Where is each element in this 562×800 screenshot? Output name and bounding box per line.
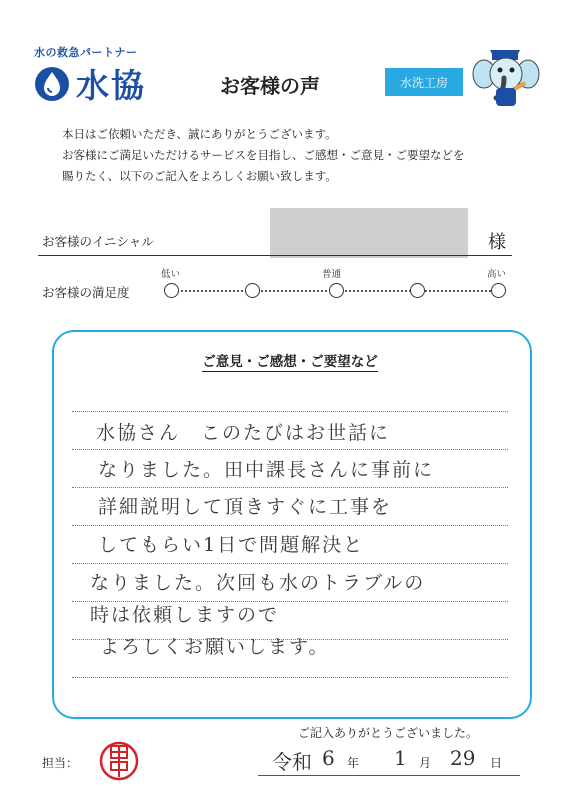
ruled-line [72,487,508,488]
elephant-mascot-icon [470,40,542,112]
satisfaction-option-3[interactable] [329,283,344,298]
comment-title [0,350,562,370]
brand-tagline: 水の救急パートナー [34,46,138,59]
scale-high-label: 高い [487,269,507,280]
brand-name: 水協 [76,66,146,105]
ruled-line [72,411,508,412]
comment-line: よろしくお願いします。 [100,636,330,658]
ruled-line [72,677,508,678]
date-era: 令和 [272,750,312,774]
staff-seal-stamp [98,740,140,782]
ruled-line [72,525,508,526]
comment-line: なりました。次回も水のトラブルの [90,572,426,594]
intro-line: 本日はご依頼いただき、誠にありがとうございます。 [62,127,337,141]
ruled-line [72,449,508,450]
intro-line: お客様にご満足いただけるサービスを目指し、ご感想・ご意見・ご要望などを [62,148,465,162]
comment-line: 時は依頼しますので [90,604,280,626]
scale-low-label: 低い [161,269,181,280]
date-underline [258,775,520,776]
closing-message: ご記入ありがとうございました。 [298,726,479,740]
comment-line: 水協さん このたびはお世話に [96,422,391,444]
honorific: 様 [488,232,506,253]
comment-line: してもらい1日で問題解決と [98,534,365,556]
comment-line: なりました。田中課長さんに事前に [98,459,435,481]
satisfaction-label: お客様の満足度 [42,285,130,300]
initial-field-redacted[interactable] [270,208,468,258]
page-title: お客様の声 [220,74,320,98]
date-year: 6 [322,746,335,770]
initial-label: お客様のイニシャル [42,234,154,249]
comment-line: 詳細説明して頂きすぐに工事を [98,496,393,518]
scale-mid-label: 普通 [322,269,342,280]
date-month: 1 [394,746,407,770]
satisfaction-option-5[interactable] [491,283,506,298]
ruled-line [72,563,508,564]
intro-line: 賜りたく、以下のご記入をよろしくお願い致します。 [62,169,337,183]
date-month-unit: 月 [419,756,432,770]
comment-title-text: ご意見・ご感想・ご要望など [202,354,378,370]
date-day: 29 [450,746,476,770]
initial-underline [38,255,512,256]
brand-badge: 水洗工房 [385,68,463,96]
satisfaction-option-1[interactable] [164,283,179,298]
water-drop-logo-icon [34,66,70,102]
date-year-unit: 年 [347,756,360,770]
satisfaction-option-4[interactable] [410,283,425,298]
satisfaction-option-2[interactable] [245,283,260,298]
intro-text [62,124,465,187]
staff-label: 担当： [42,756,79,770]
date-day-unit: 日 [490,756,503,770]
